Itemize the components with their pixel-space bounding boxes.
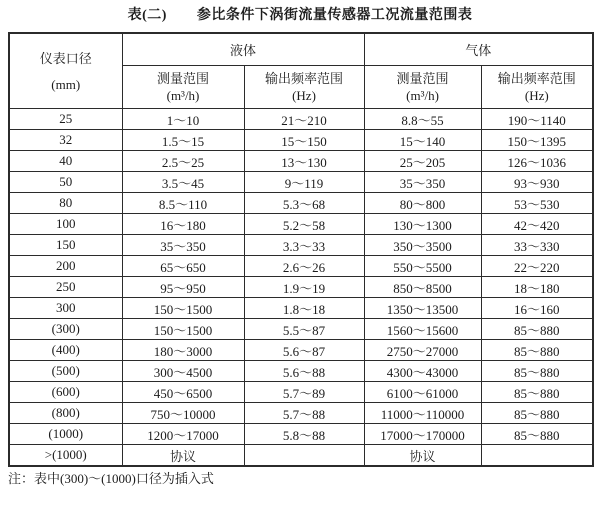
value-cell: 85～880: [481, 382, 593, 403]
value-cell: 8.8～55: [364, 109, 481, 130]
value-cell: 93～930: [481, 172, 593, 193]
value-cell: 80～800: [364, 193, 481, 214]
value-cell: 4300～43000: [364, 361, 481, 382]
diameter-cell: 50: [9, 172, 122, 193]
diameter-cell: (1000): [9, 424, 122, 445]
value-cell: 1200～17000: [122, 424, 244, 445]
diameter-cell: (500): [9, 361, 122, 382]
diameter-cell: 100: [9, 214, 122, 235]
value-cell: 42～420: [481, 214, 593, 235]
table-row: [9, 193, 593, 214]
value-cell: 85～880: [481, 403, 593, 424]
table-row: [9, 151, 593, 172]
diameter-cell: (800): [9, 403, 122, 424]
value-cell: 85～880: [481, 340, 593, 361]
table-row: [9, 130, 593, 151]
value-cell: 协议: [364, 445, 481, 467]
table-body: [9, 109, 593, 467]
header-diameter: [9, 33, 122, 109]
value-cell: 550～5500: [364, 256, 481, 277]
value-cell: 95～950: [122, 277, 244, 298]
value-cell: 11000～110000: [364, 403, 481, 424]
value-cell: 1560～15600: [364, 319, 481, 340]
diameter-cell: (600): [9, 382, 122, 403]
diameter-cell: 300: [9, 298, 122, 319]
header-gas-measure-label: 测量范围: [396, 71, 449, 86]
value-cell: 850～8500: [364, 277, 481, 298]
header-liquid-measure-label: 测量范围: [156, 71, 209, 86]
value-cell: 53～530: [481, 193, 593, 214]
value-cell: 5.7～89: [244, 382, 364, 403]
value-cell: 5.5～87: [244, 319, 364, 340]
table-row: [9, 235, 593, 256]
value-cell: 65～650: [122, 256, 244, 277]
value-cell: 300～4500: [122, 361, 244, 382]
value-cell: 15～150: [244, 130, 364, 151]
value-cell: 21～210: [244, 109, 364, 130]
value-cell: [244, 445, 364, 467]
diameter-cell: 200: [9, 256, 122, 277]
value-cell: 5.2～58: [244, 214, 364, 235]
value-cell: 85～880: [481, 361, 593, 382]
value-cell: 3.5～45: [122, 172, 244, 193]
header-liquid: 液体: [122, 33, 364, 66]
value-cell: 126～1036: [481, 151, 593, 172]
header-diameter-unit: (mm): [51, 76, 81, 92]
header-liquid-frequency-unit: (Hz): [292, 88, 316, 103]
value-cell: 85～880: [481, 319, 593, 340]
diameter-cell: 80: [9, 193, 122, 214]
value-cell: 5.3～68: [244, 193, 364, 214]
value-cell: 35～350: [364, 172, 481, 193]
table-row: [9, 403, 593, 424]
header-liquid-frequency: [244, 66, 364, 109]
value-cell: 8.5～110: [122, 193, 244, 214]
diameter-cell: 40: [9, 151, 122, 172]
value-cell: 9～119: [244, 172, 364, 193]
value-cell: 2.6～26: [244, 256, 364, 277]
value-cell: 协议: [122, 445, 244, 467]
value-cell: 1.9～19: [244, 277, 364, 298]
value-cell: 350～3500: [364, 235, 481, 256]
table-title-prefix: 表(二): [127, 8, 167, 23]
table-row: [9, 382, 593, 403]
value-cell: 5.8～88: [244, 424, 364, 445]
table-row: [9, 109, 593, 130]
value-cell: 3.3～33: [244, 235, 364, 256]
value-cell: 5.6～87: [244, 340, 364, 361]
header-liquid-frequency-label: 输出频率范围: [265, 71, 344, 86]
value-cell: 35～350: [122, 235, 244, 256]
table-row: [9, 172, 593, 193]
value-cell: 450～6500: [122, 382, 244, 403]
diameter-cell: 25: [9, 109, 122, 130]
value-cell: 6100～61000: [364, 382, 481, 403]
table-row: [9, 319, 593, 340]
value-cell: 1.5～15: [122, 130, 244, 151]
value-cell: 33～330: [481, 235, 593, 256]
table-row: [9, 214, 593, 235]
header-gas: 气体: [364, 33, 593, 66]
table-title: [8, 5, 592, 26]
value-cell: 130～1300: [364, 214, 481, 235]
value-cell: 750～10000: [122, 403, 244, 424]
value-cell: 1.8～18: [244, 298, 364, 319]
table-row: [9, 424, 593, 445]
value-cell: 150～1500: [122, 319, 244, 340]
header-liquid-measure-unit: (m³/h): [166, 88, 200, 103]
value-cell: 150～1395: [481, 130, 593, 151]
table-title-main: 参比条件下涡街流量传感器工况流量范围表: [196, 8, 473, 23]
value-cell: 22～220: [481, 256, 593, 277]
value-cell: 1350～13500: [364, 298, 481, 319]
header-gas-measure-unit: (m³/h): [406, 88, 439, 103]
note-label: 注：: [8, 471, 35, 486]
value-cell: 190～1140: [481, 109, 593, 130]
value-cell: 17000～170000: [364, 424, 481, 445]
value-cell: 13～130: [244, 151, 364, 172]
table-row: [9, 445, 593, 467]
value-cell: 5.6～88: [244, 361, 364, 382]
header-row-top: [9, 33, 593, 66]
header-gas-frequency-unit: (Hz): [524, 88, 549, 103]
value-cell: 5.7～88: [244, 403, 364, 424]
table-row: [9, 256, 593, 277]
value-cell: 18～180: [481, 277, 593, 298]
value-cell: 2750～27000: [364, 340, 481, 361]
value-cell: 15～140: [364, 130, 481, 151]
value-cell: 2.5～25: [122, 151, 244, 172]
flow-range-table: [8, 32, 594, 467]
value-cell: 85～880: [481, 424, 593, 445]
table-note: [8, 471, 592, 487]
table-row: [9, 277, 593, 298]
header-gas-frequency-label: 输出频率范围: [497, 71, 576, 86]
diameter-cell: 32: [9, 130, 122, 151]
diameter-cell: 250: [9, 277, 122, 298]
table-row: [9, 340, 593, 361]
diameter-cell: (300): [9, 319, 122, 340]
table-row: [9, 361, 593, 382]
header-gas-frequency: [481, 66, 593, 109]
note-text: 表中(300)～(1000)口径为插入式: [34, 471, 214, 486]
header-liquid-measure: [122, 66, 244, 109]
value-cell: 16～160: [481, 298, 593, 319]
table-row: [9, 298, 593, 319]
value-cell: [481, 445, 593, 467]
value-cell: 1～10: [122, 109, 244, 130]
value-cell: 16～180: [122, 214, 244, 235]
diameter-cell: >(1000): [9, 445, 122, 467]
diameter-cell: (400): [9, 340, 122, 361]
header-diameter-label: 仪表口径: [39, 50, 92, 66]
header-diameter-gap: [10, 67, 122, 76]
value-cell: 180～3000: [122, 340, 244, 361]
diameter-cell: 150: [9, 235, 122, 256]
value-cell: 150～1500: [122, 298, 244, 319]
value-cell: 25～205: [364, 151, 481, 172]
header-gas-measure: [364, 66, 481, 109]
